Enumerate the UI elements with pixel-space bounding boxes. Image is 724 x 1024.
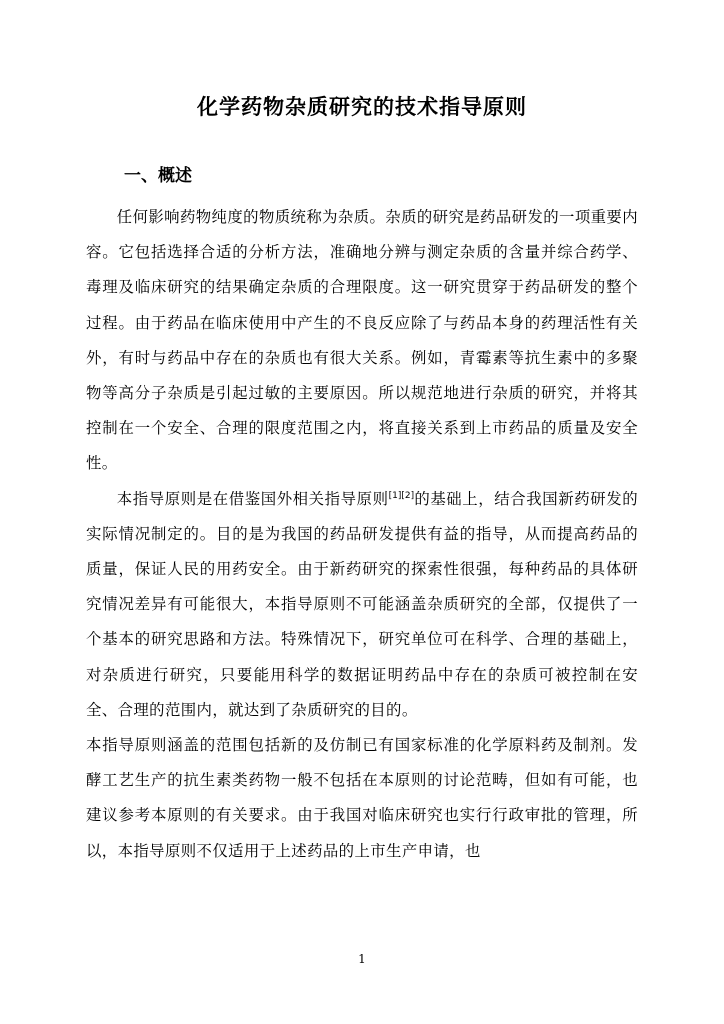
paragraph-2: [86, 482, 638, 728]
paragraph-1: 任何影响药物纯度的物质统称为杂质。杂质的研究是药品研发的一项重要内容。它包括选择合适的分析方法，准确地分辨与测定杂质的含量并综合药学、毒理及临床研究的结果确定杂质的合理限度。这一研究贯穿于药品研发的整个过程。由于药品在临床使用中产生的不良反应除了与药品本身的药理活性有关外，有时与药品中存在的杂质也有很大关系。例如，青霉素等抗生素中的多聚物等高分子杂质是引起过敏的主要原因。所以规范地进行杂质的研究，并将其控制在一个安全、合理的限度范围之内，将直接关系到上市药品的质量及安全性。: [86, 208, 638, 473]
paragraph-3: 本指导原则涵盖的范围包括新的及仿制已有国家标准的化学原料药及制剂。发酵工艺生产的抗生素类药物一般不包括在本原则的讨论范畴，但如有可能，也建议参考本原则的有关要求。由于我国对临床研究也实行行政审批的管理，所以，本指导原则不仅适用于上述药品的上市生产申请，也: [86, 736, 638, 860]
reference-citation: [1][2]: [388, 490, 415, 501]
body-text: [86, 200, 638, 869]
document-title: 化学药物杂质研究的技术指导原则: [197, 95, 527, 119]
paragraph-2-text-end: 的基础上，结合我国新药研发的实际情况制定的。目的是为我国的药品研发提供有益的指导，从而提高药品的质量，保证人民的用药安全。由于新药研究的探索性很强，每种药品的具体研究情况差异有可能很大，本指导原则不可能涵盖杂质研究的全部，仅提供了一个基本的研究思路和方法。特殊情况下，研究单位可在科学、合理的基础上，对杂质进行研究，只要能用科学的数据证明药品中存在的杂质可被控制在安全、合理的范围内，就达到了杂质研究的目的。: [86, 489, 638, 719]
section-heading-overview: 一、概述: [124, 166, 192, 186]
page-number: 1: [358, 952, 366, 966]
paragraph-2-text-start: 本指导原则是在借鉴国外相关指导原则: [116, 489, 389, 508]
